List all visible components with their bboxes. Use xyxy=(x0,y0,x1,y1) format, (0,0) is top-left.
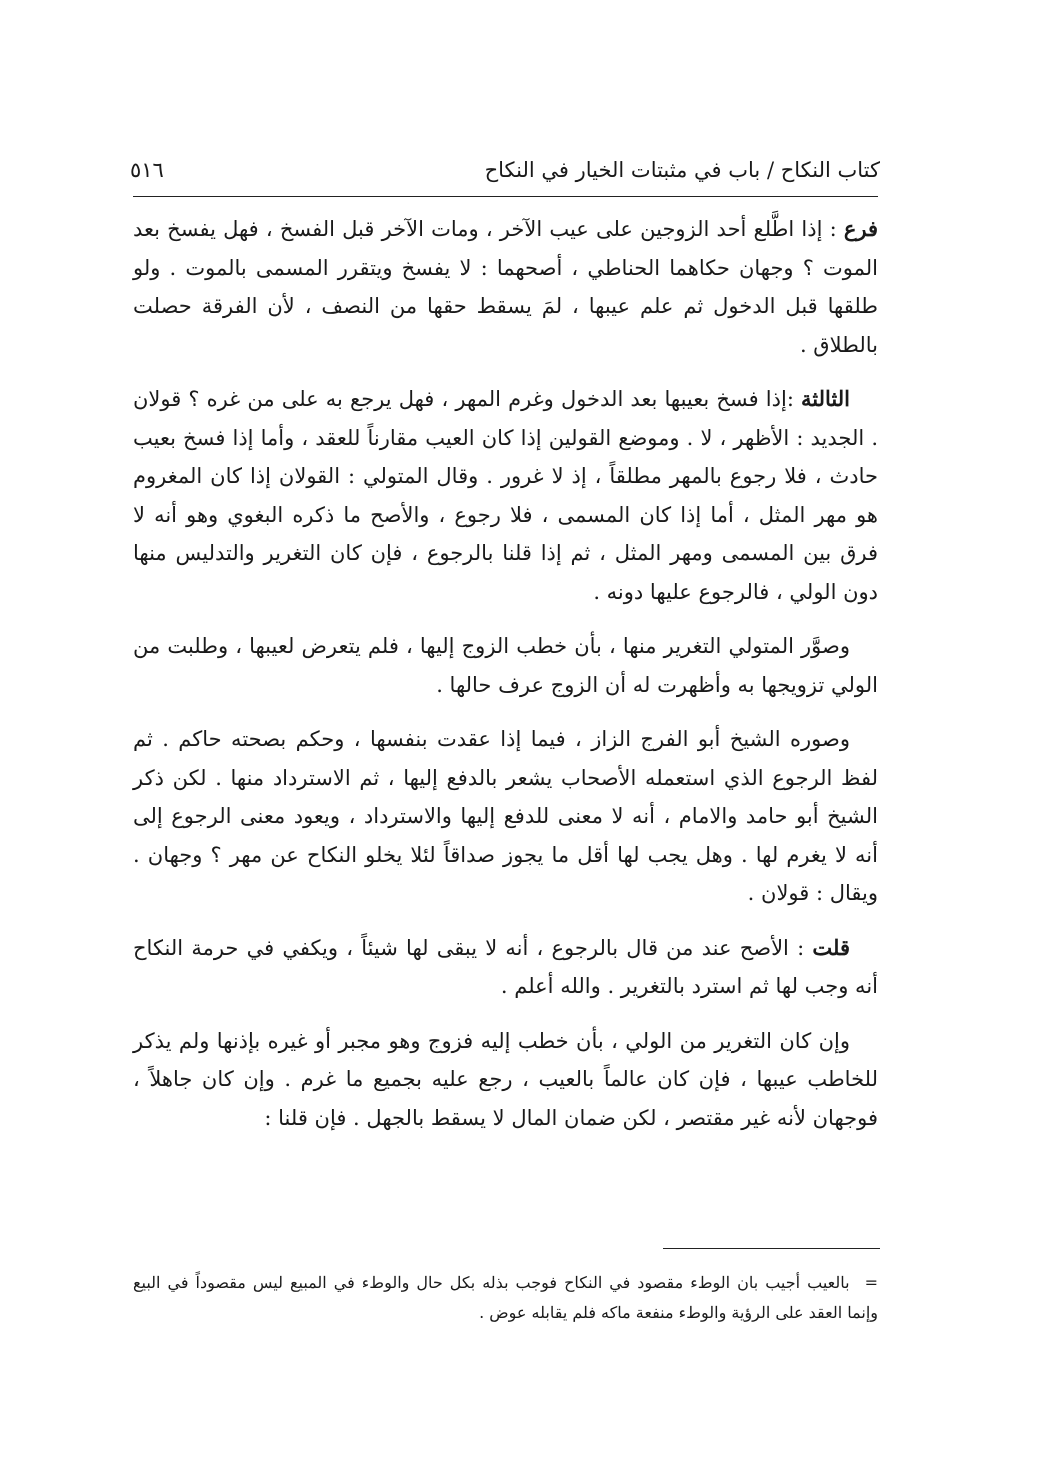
footnote xyxy=(133,1268,878,1328)
paragraph-text: وإن كان التغرير من الولي ، بأن خطب إليه فزوج وهو مجبر أو غيره بإذنها ولم يذكر للخاطب عيبها ، فإن كان عالماً بالعيب ، رجع عليه بجميع ما غرم . وإن كان جاهلاً ، فوجهان لأنه غير مقتصر ، لكن ضمان المال لا يسقط بالجهل . فإن قلنا : xyxy=(133,1028,878,1130)
paragraph-text: وصوره الشيخ أبو الفرج الزاز ، فيما إذا عقدت بنفسها ، وحكم بصحته حاكم . ثم لفظ الرجوع الذي استعمله الأصحاب يشعر بالدفع إليها ، ثم الاسترداد منها . لكن ذكر الشيخ أبو حامد والامام ، أنه لا معنى للدفع إليها والاسترداد ، ويعود معنى الرجوع إلى أنه لا يغرم لها . وهل يجب لها أقل ما يجوز صداقاً لئلا يخلو النكاح عن مهر ؟ وجهان . ويقال : قولان . xyxy=(133,727,878,905)
header-rule xyxy=(133,196,878,197)
paragraph-text: : إذا اطَّلع أحد الزوجين على عيب الآخر ، ومات الآخر قبل الفسخ ، فهل يفسخ بعد الموت ؟ وجهان حكاهما الحناطي ، أصحهما : لا يفسخ ويتقرر المسمى بالموت . ولو طلقها قبل الدخول ثم علم عيبها ، لمَ يسقط حقها من النصف ، لأن الفرقة حصلت بالطلاق . xyxy=(133,217,878,357)
paragraph-mutawalli xyxy=(133,627,878,704)
paragraph-far xyxy=(133,210,878,364)
footnote-rule xyxy=(663,1248,880,1249)
page-header xyxy=(130,150,880,190)
paragraph-lead: قلت xyxy=(812,934,850,960)
paragraph-lead: الثالثة xyxy=(801,386,850,411)
paragraph-wali xyxy=(133,1022,878,1138)
paragraph-text: : الأصح عند من قال بالرجوع ، أنه لا يبقى لها شيئاً ، ويكفي في حرمة النكاح أنه وجب لها ثم استرد بالتغرير . والله أعلم . xyxy=(133,935,878,998)
main-text xyxy=(133,210,878,1153)
paragraph-lead: فرع xyxy=(843,216,878,241)
footnote-marker: = xyxy=(864,1273,878,1292)
paragraph-text: وصوَّر المتولي التغرير منها ، بأن خطب الزوج إليها ، فلم يتعرض لعيبها ، وطلبت من الولي تزويجها به وأظهرت له أن الزوج عرف حالها . xyxy=(133,634,878,697)
paragraph-text: :إذا فسخ بعيبها بعد الدخول وغرم المهر ، فهل يرجع به على من غره ؟ قولان . الجديد : الأظهر ، لا . وموضع القولين إذا كان العيب مقارناً للعقد ، وأما إذا فسخ بعيب حادث ، فلا رجوع بالمهر مطلقاً ، إذ لا غرور . وقال المتولي : القولان إذا كان المغروم هو مهر المثل ، أما إذا كان المسمى ، فلا رجوع ، والأصح ما ذكره البغوي وهو أنه لا فرق بين المسمى ومهر المثل ، ثم إذا قلنا بالرجوع ، فإن كان التغرير والتدليس منها دون الولي ، فالرجوع عليها دونه . xyxy=(133,387,878,604)
running-title: كتاب النكاح / باب في مثبتات الخيار في النكاح xyxy=(484,158,880,182)
paragraph-thalitha xyxy=(133,380,878,611)
footnote-text: بالعيب أجيب بان الوطء مقصود في النكاح فوجب بذله بكل حال والوطء في المبيع ليس مقصوداً في البيع وإنما العقد على الرؤية والوطء منفعة ماكه فلم يقابله عوض . xyxy=(133,1273,878,1322)
paragraph-qultu xyxy=(133,929,878,1006)
page-number: ٥١٦ xyxy=(130,158,164,182)
paragraph-zaz xyxy=(133,720,878,913)
